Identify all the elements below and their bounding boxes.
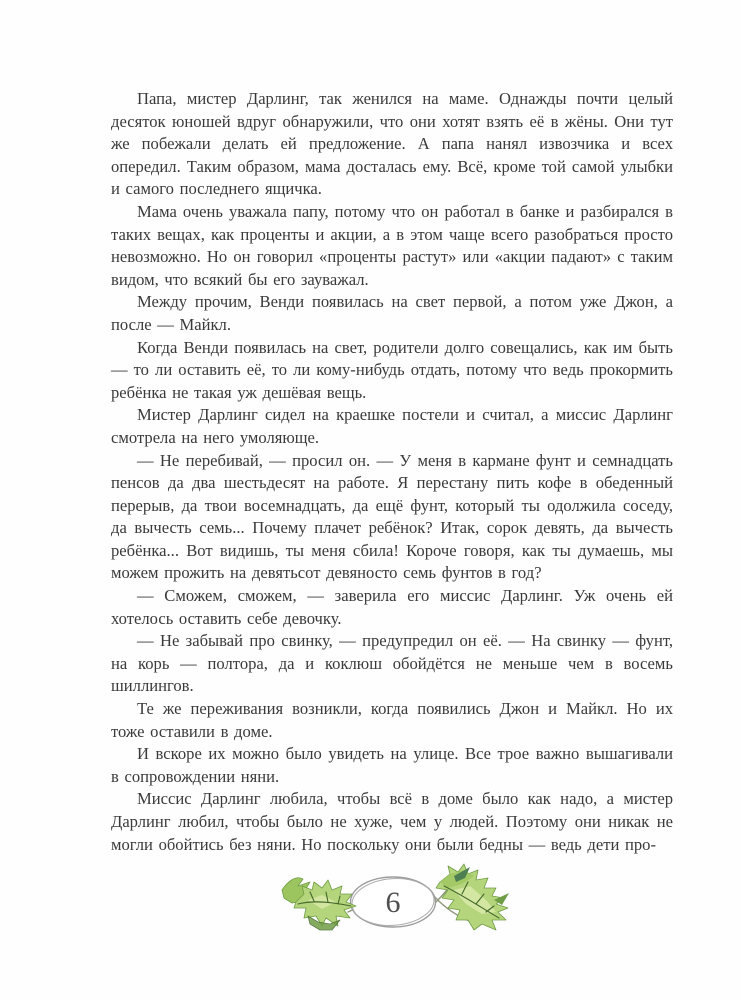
paragraph: Миссис Дарлинг любила, чтобы всё в доме было как надо, а мистер Дарлинг любил, чтобы было не хуже, чем у людей. Поэтому они никак не могли обойтись без няни. Но поскольку они были бедны — ведь дети про- <box>111 789 673 854</box>
paragraph: Мама очень уважала папу, потому что он работал в банке и разбирался в таких вещах, как проценты и акции, а в этом чаще всего разобраться просто невозможно. Но он говорил «проценты растут» или «акции падают» с таким видом, что всякий бы его зауважал. <box>111 201 673 289</box>
page-number: 6 <box>385 886 401 919</box>
paragraph: Те же переживания возникли, когда появились Джон и Майкл. Но их тоже оставили в доме. <box>111 699 673 741</box>
paragraph: — Не забывай про свинку, — предупредил он её. — На свинку — фунт, на корь — полтора, да и коклюш обойдётся не меньше чем в восемь шиллингов. <box>111 631 673 696</box>
paragraph: Папа, мистер Дарлинг, так женился на маме. Однажды почти целый десяток юношей вдруг обнаружили, что они хотят взять её в жёны. Они тут же побежали делать ей предложение. А папа нанял извозчика и всех опередил. Таким образом, мама досталась ему. Всё, кроме той самой улыбки и самого последнего ящичка. <box>111 89 673 199</box>
paragraph: — Не перебивай, — просил он. — У меня в кармане фунт и семнадцать пенсов да два шестьдесят на работе. Я перестану пить кофе в обеденный перерыв, да твои восемнадцать, да ещё фунт, который ты одолжила соседу, да вычесть семь... Почему плачет ребёнок? Итак, сорок девять, да вычесть ребёнка... Вот видишь, ты меня сбила! Короче говоря, как ты думаешь, мы можем прожить на девятьсот девяносто семь фунтов в год? <box>111 450 673 583</box>
leaf-ornament-right-icon <box>436 864 509 930</box>
paragraph: Мистер Дарлинг сидел на краешке постели и считал, а миссис Дарлинг смотрела на него умоляюще. <box>111 405 673 447</box>
page-text <box>111 88 673 856</box>
paragraph: И вскоре их можно было увидеть на улице. Все трое важно вышагивали в сопровождении няни. <box>111 744 673 786</box>
paragraph: Когда Венди появилась на свет, родители долго совещались, как им быть — то ли оставить её, то ли кому-нибудь отдать, потому что ведь прокормить ребёнка не такая уж дешёвая вещь. <box>111 337 673 402</box>
page-footer-ornament <box>278 860 513 942</box>
paragraph: — Сможем, сможем, — заверила его миссис Дарлинг. Уж очень ей хотелось оставить себе девочку. <box>111 586 673 628</box>
paragraph: Между прочим, Венди появилась на свет первой, а потом уже Джон, а после — Майкл. <box>111 292 673 334</box>
leaf-ornament-left-icon <box>282 878 356 930</box>
